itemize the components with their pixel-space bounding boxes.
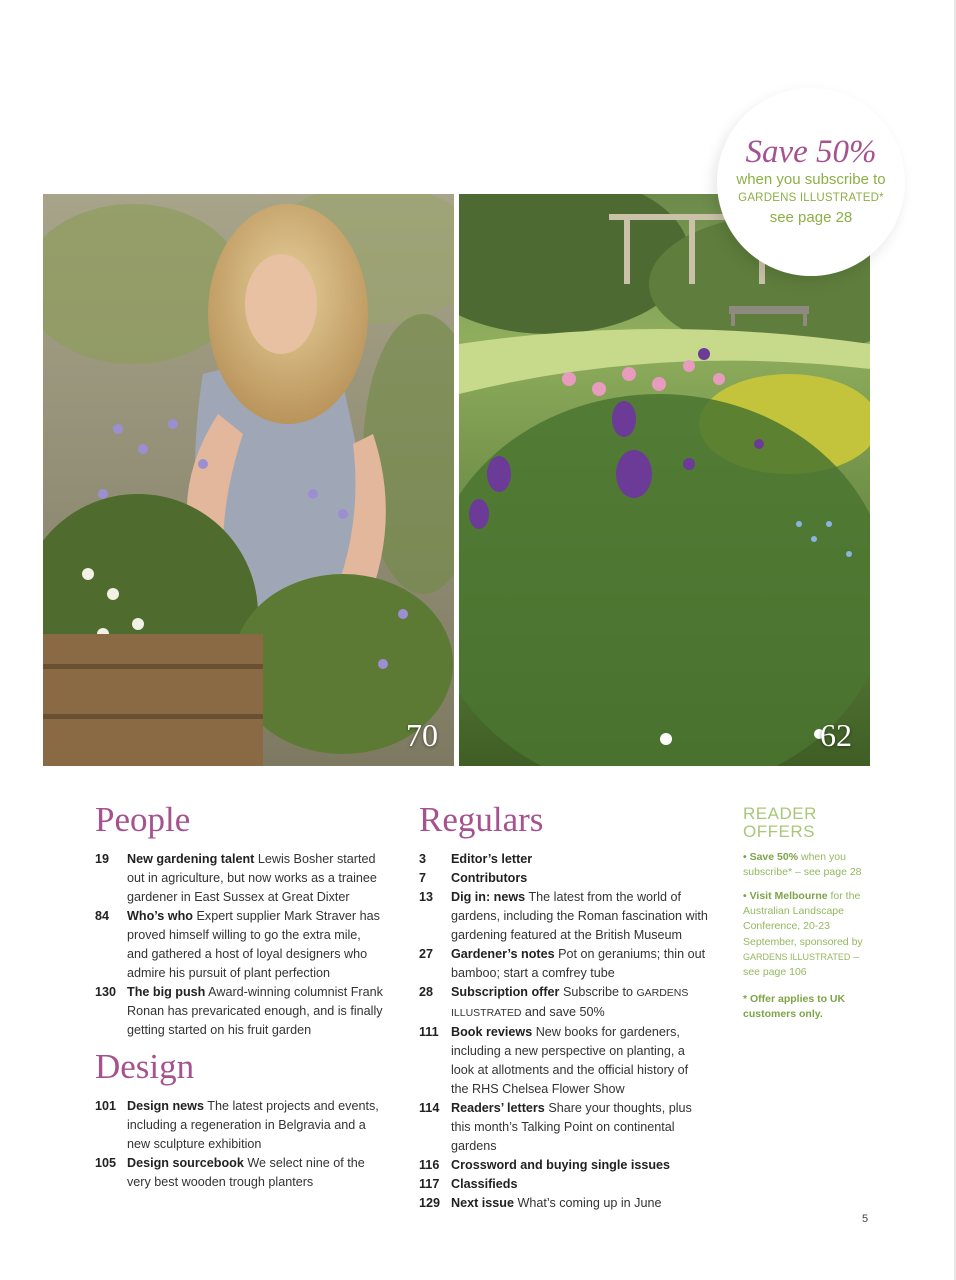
toc-page-number: 7 (419, 871, 427, 885)
toc-description: We select nine of the very best wooden trough planters (127, 1156, 365, 1189)
photo-gardener (43, 194, 454, 766)
offer-save-50-heading: • Save 50% (743, 851, 799, 863)
toc-page-number: 27 (419, 947, 434, 961)
toc-entry[interactable] (95, 850, 385, 907)
regulars-list (419, 850, 709, 1213)
toc-description: Share your thoughts, plus this month’s Talking Point on continental gardens (451, 1101, 692, 1153)
toc-entry[interactable] (419, 1175, 709, 1194)
toc-description-tail: and save 50% (524, 1005, 605, 1019)
toc-entry[interactable] (95, 983, 385, 1040)
toc-page-number: 28 (419, 985, 434, 999)
toc-description: Subscribe to (562, 985, 633, 999)
toc-entry[interactable] (419, 1023, 709, 1099)
toc-description: The latest from the world of gardens, including the Roman fascination with gardening featured at the British Museum (451, 890, 708, 942)
reader-offers-title-line1: READER (743, 804, 817, 823)
toc-entry[interactable] (419, 869, 709, 888)
offer-melbourne-tail: – see page 106 (743, 950, 860, 979)
toc-entry[interactable] (419, 1194, 709, 1213)
page-folio: 5 (862, 1213, 869, 1225)
offer-melbourne-magazine: GARDENS ILLUSTRATED (743, 951, 851, 962)
badge-line-2: GARDENS ILLUSTRATED* (738, 192, 884, 204)
toc-heading: Crossword and buying single issues (451, 1158, 671, 1172)
toc-heading: Book reviews (451, 1025, 533, 1039)
toc-page-number: 19 (95, 852, 110, 866)
toc-description: The latest projects and events, including a regeneration in Belgravia and a new sculpture exhibition (127, 1099, 379, 1151)
toc-heading: Subscription offer (451, 985, 560, 999)
reader-offers-title (743, 805, 817, 841)
toc-description: Award-winning columnist Frank Ronan has prevaricated enough, and is finally getting started on his fruit garden (127, 985, 383, 1037)
offer-visit-melbourne[interactable] (743, 889, 878, 980)
toc-page-number: 116 (419, 1158, 440, 1172)
toc-heading: Classifieds (451, 1177, 518, 1191)
toc-entry[interactable] (419, 1156, 709, 1175)
offer-save-50[interactable] (743, 850, 878, 880)
toc-entry[interactable] (95, 907, 385, 983)
toc-entry[interactable] (95, 1097, 385, 1154)
photo-garden-border (459, 194, 870, 766)
toc-description: What’s coming up in June (517, 1196, 662, 1210)
toc-page-number: 84 (95, 909, 110, 923)
badge-line-3: see page 28 (769, 209, 853, 226)
section-title-regulars: Regulars (419, 800, 544, 839)
toc-entry[interactable] (419, 1099, 709, 1156)
offer-melbourne-text: for the Australian Landscape Conference, 20-23 September, sponsored by (743, 890, 863, 948)
toc-page-number: 114 (419, 1101, 440, 1115)
photo-garden-illustration (459, 194, 870, 766)
subscription-badge[interactable] (717, 88, 905, 276)
reader-offers-title-line2: OFFERS (743, 822, 815, 841)
offer-melbourne-heading: • Visit Melbourne (743, 890, 828, 902)
badge-title: Save 50% (745, 134, 877, 170)
toc-page-number: 105 (95, 1156, 117, 1170)
toc-entry[interactable] (95, 1154, 385, 1192)
page-number-62[interactable]: 62 (820, 717, 852, 753)
toc-entry[interactable] (419, 983, 709, 1023)
toc-page-number: 13 (419, 890, 434, 904)
photo-gardener-illustration (43, 194, 454, 766)
toc-heading: The big push (127, 985, 206, 999)
section-title-design: Design (95, 1047, 195, 1086)
toc-heading: Who’s who (127, 909, 193, 923)
toc-page-number: 3 (419, 852, 427, 866)
toc-page-number: 101 (95, 1099, 117, 1113)
toc-heading: Design news (127, 1099, 204, 1113)
toc-heading: New gardening talent (127, 852, 255, 866)
badge-line-1: when you subscribe to (736, 171, 886, 188)
toc-page-number: 111 (419, 1025, 439, 1039)
people-list (95, 850, 385, 1040)
toc-page-number: 129 (419, 1196, 441, 1210)
toc-heading: Editor’s letter (451, 852, 533, 866)
design-list (95, 1097, 385, 1192)
toc-description: Expert supplier Mark Straver has proved himself willing to go the extra mile, and gathered a host of loyal designers who admire his pursuit of plant perfection (127, 909, 380, 980)
offer-note: * Offer applies to UK customers only. (743, 993, 846, 1021)
toc-heading: Dig in: news (451, 890, 526, 904)
toc-entry[interactable] (419, 945, 709, 983)
toc-description: New books for gardeners, including a new perspective on planting, a look at allotments and the official history of the RHS Chelsea Flower Show (451, 1025, 689, 1096)
toc-heading: Readers’ letters (451, 1101, 545, 1115)
toc-heading: Contributors (451, 871, 528, 885)
toc-heading: Next issue (451, 1196, 514, 1210)
page-number-70[interactable]: 70 (406, 717, 438, 753)
offer-save-50-text: when you subscribe* – see page 28 (743, 851, 862, 879)
toc-magazine-name: GARDENS ILLUSTRATED (451, 987, 689, 1019)
toc-entry[interactable] (419, 850, 709, 869)
toc-page-number: 130 (95, 985, 117, 999)
toc-heading: Gardener’s notes (451, 947, 555, 961)
toc-page-number: 117 (419, 1177, 440, 1191)
toc-description: Pot on geraniums; thin out bamboo; start a comfrey tube (451, 947, 706, 980)
section-title-people: People (95, 800, 191, 839)
toc-heading: Design sourcebook (127, 1156, 244, 1170)
toc-entry[interactable] (419, 888, 709, 945)
toc-description: Lewis Bosher started out in agriculture, but now works as a trainee gardener in East Sussex at Great Dixter (127, 852, 377, 904)
